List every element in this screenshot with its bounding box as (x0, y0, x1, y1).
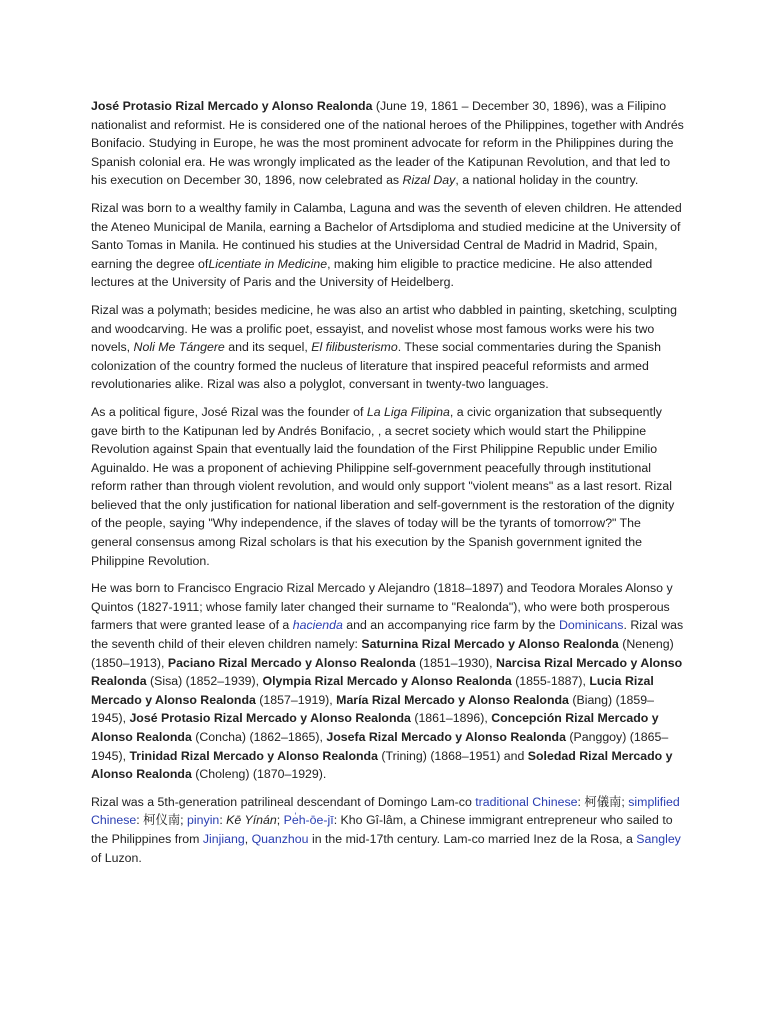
novel-title: El filibusterismo (311, 340, 398, 355)
traditional-chinese-link[interactable]: traditional Chinese (475, 794, 578, 809)
text-run: , making him eligible to practice medicine. He also attended lectures at the University of Paris and the University of Heidelberg. (91, 256, 653, 290)
text-run: (Panggoy) (1865–1945), (91, 730, 669, 763)
paragraph-family (91, 579, 685, 784)
sibling-name: Trinidad Rizal Mercado y Alonso Realonda (129, 748, 378, 763)
text-run: (June 19, 1861 – December 30, 1896), was a Filipino nationalist and reformist. He is considered one of the national heroes of the Philippines, together with Andrés Bonifacio. Studying in Europe, he was the most prominent advocate for reform in the Philippines during the Spanish colonial era. He was wrongly implicated as the leader of the Katipunan Revolution, and that led to his execution on December 30, 1896, now celebrated as (91, 99, 684, 188)
sangley-link[interactable]: Sangley (636, 831, 681, 846)
text-run: , (244, 831, 252, 846)
text-run: He was born to Francisco Engracio Rizal Mercado y Alejandro (1818–1897) and Teodora Morales Alonso y Quintos (1827-1911; whose family later changed their surname to "Realonda"), who were both prosperous farmers that were granted lease of a (91, 581, 673, 633)
rizal-day-term: Rizal Day (402, 173, 456, 188)
simplified-chinese-link[interactable]: simplified Chinese (91, 794, 680, 828)
text-run: and an accompanying rice farm by the (342, 618, 559, 633)
text-run: (1861–1896), (410, 711, 492, 726)
sibling-name: Soledad Rizal Mercado y Alonso Realonda (91, 748, 673, 782)
text-run: (Neneng) (1850–1913), (91, 637, 674, 670)
sibling-name: Olympia Rizal Mercado y Alonso Realonda (262, 674, 512, 689)
pinyin-value: Kē Yínán (226, 813, 277, 828)
sibling-name: Concepción Rizal Mercado y Alonso Realonda (91, 711, 659, 744)
article-body (91, 97, 685, 876)
sibling-name: Narcisa Rizal Mercado y Alonso Realonda (91, 655, 683, 689)
poj-link[interactable]: Pe̍h-ōe-jī (283, 813, 334, 828)
text-run: (1851–1930), (415, 655, 497, 670)
text-run: . Rizal was the seventh child of their eleven children namely: (91, 618, 684, 652)
degree-term: Licentiate in Medicine (208, 256, 328, 271)
paragraph-intro (91, 97, 685, 190)
text-run: (Biang) (1859–1945), (91, 692, 655, 726)
text-run: . These social commentaries during the Spanish colonization of the country formed the nucleus of literature that inspired peaceful reformists and armed revolutionaries alike. Rizal was also a polyglot, conversant in twenty-two languages. (91, 340, 661, 392)
text-run: (1857–1919), (255, 692, 337, 707)
text-run: As a political figure, José Rizal was the founder of (91, 404, 367, 419)
text-run: (Choleng) (1870–1929). (191, 767, 327, 782)
subject-name: José Protasio Rizal Mercado y Alonso Realonda (91, 99, 373, 113)
sibling-name: Lucia Rizal Mercado y Alonso Realonda (91, 674, 654, 707)
paragraph-education (91, 199, 685, 292)
jinjiang-link[interactable]: Jinjiang (202, 831, 245, 846)
text-run: Rizal was born to a wealthy family in Calamba, Laguna and was the seventh of eleven children. He attended the Ateneo Municipal de Manila, earning a Bachelor of Artsdiploma and studied medicine at the University of Santo Tomas in Manila. He continued his studies at the Universidad Central de Madrid in Madrid, Spain, earning the degree of (91, 200, 682, 271)
text-run: : 柯儀南; (577, 794, 629, 809)
text-run: (1855-1887), (511, 674, 590, 689)
sibling-name: Paciano Rizal Mercado y Alonso Realonda (167, 655, 416, 670)
text-run: : (219, 813, 227, 828)
text-run: , a national holiday in the country. (455, 173, 639, 188)
text-run: (Sisa) (1852–1939), (146, 674, 263, 689)
quanzhou-link[interactable]: Quanzhou (251, 831, 309, 846)
text-run: : Kho Gî-lâm, a Chinese immigrant entrepreneur who sailed to the Philippines from (91, 813, 673, 846)
text-run: (Trining) (1868–1951) and (377, 748, 528, 763)
text-run: (Concha) (1862–1865), (191, 730, 327, 744)
text-run: , a civic organization that subsequently gave birth to the Katipunan led by Andrés Bonifacio, , a secret society which would start the Philippine Revolution against Spain that eventually laid the foundation of the First Philippine Republic under Emilio Aguinaldo. He was a proponent of achieving Philippine self-government peacefully through institutional reform rather than through violent revolution, and would only support "violent means" as a last resort. Rizal believed that the only justification for national liberation and self-government is the restoration of the dignity of the people, saying "Why independence, if the slaves of today will be the tyrants of tomorrow?" The general consensus among Rizal scholars is that his execution by the Spanish government ignited the Philippine Revolution. (91, 404, 675, 568)
sibling-name: José Protasio Rizal Mercado y Alonso Realonda (129, 711, 411, 726)
text-run: in the mid-17th century. Lam-co married Inez de la Rosa, a (308, 831, 637, 846)
text-run: ; (276, 813, 284, 828)
sibling-name: Josefa Rizal Mercado y Alonso Realonda (326, 730, 566, 744)
text-run: Rizal was a 5th-generation patrilineal descendant of Domingo Lam-co (91, 794, 476, 809)
text-run: Rizal was a polymath; besides medicine, he was also an artist who dabbled in painting, sketching, sculpting and woodcarving. He was a prolific poet, essayist, and novelist whose most famous works were his two novels, (91, 302, 677, 355)
paragraph-polymath (91, 301, 685, 394)
novel-title: Noli Me Tángere (133, 340, 225, 355)
sibling-name: Saturnina Rizal Mercado y Alonso Realonda (361, 637, 619, 652)
hacienda-link[interactable]: hacienda (292, 618, 343, 633)
organization-name: La Liga Filipina (366, 404, 450, 419)
sibling-name: María Rizal Mercado y Alonso Realonda (336, 692, 569, 707)
paragraph-political (91, 403, 685, 570)
paragraph-ancestry (91, 793, 685, 867)
text-run: : 柯仪南; (136, 813, 188, 828)
text-run: and its sequel, (224, 340, 312, 355)
pinyin-link[interactable]: pinyin (187, 813, 220, 828)
dominicans-link[interactable]: Dominicans (558, 618, 624, 633)
text-run: of Luzon. (91, 850, 142, 865)
